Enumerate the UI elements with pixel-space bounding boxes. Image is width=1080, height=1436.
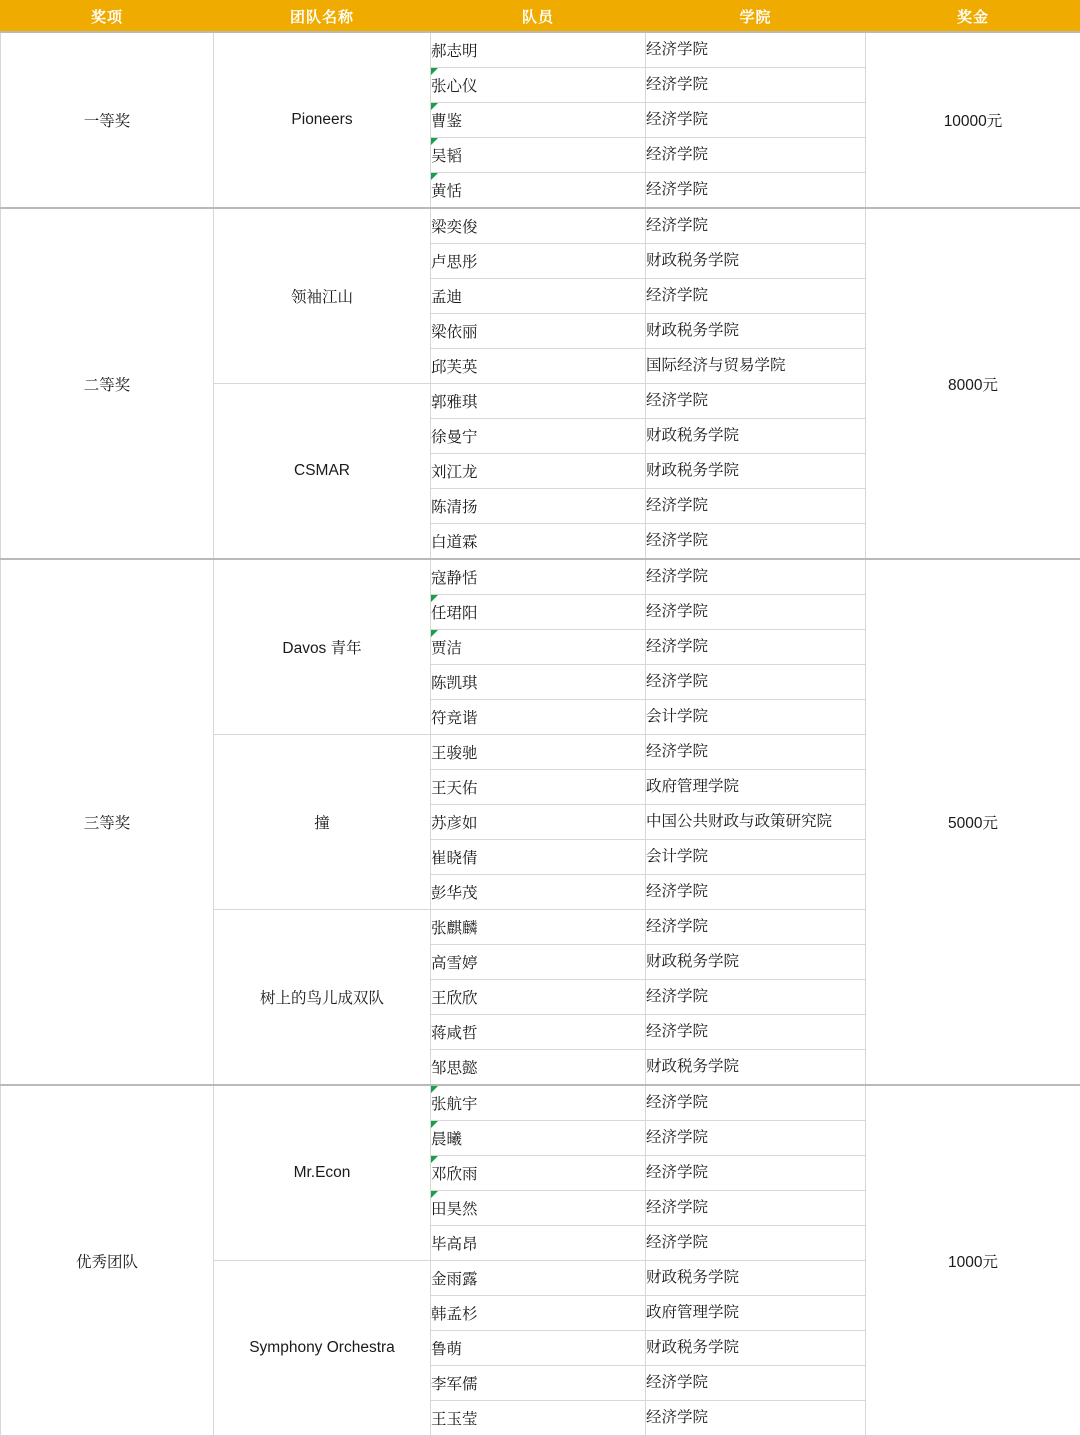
member-name-cell: 邓欣雨 bbox=[431, 1156, 646, 1191]
member-name-cell: 吴韬 bbox=[431, 138, 646, 173]
member-name-cell: 梁依丽 bbox=[431, 314, 646, 349]
college-name-cell: 经济学院 bbox=[646, 489, 866, 524]
member-name-cell: 孟迪 bbox=[431, 279, 646, 314]
college-name-cell: 经济学院 bbox=[646, 1401, 866, 1436]
college-name-cell: 会计学院 bbox=[646, 700, 866, 735]
college-name-cell: 经济学院 bbox=[646, 875, 866, 910]
column-header-award: 奖项 bbox=[1, 1, 214, 33]
team-name-cell: Pioneers bbox=[214, 32, 431, 208]
team-name-cell: Mr.Econ bbox=[214, 1085, 431, 1261]
college-name-cell: 经济学院 bbox=[646, 980, 866, 1015]
college-name-cell: 经济学院 bbox=[646, 384, 866, 419]
team-name-cell: 撞 bbox=[214, 735, 431, 910]
team-name-cell: CSMAR bbox=[214, 384, 431, 560]
college-name-cell: 政府管理学院 bbox=[646, 1296, 866, 1331]
table-header bbox=[1, 1, 1080, 33]
member-name-cell: 田昊然 bbox=[431, 1191, 646, 1226]
member-name-cell: 邱芙英 bbox=[431, 349, 646, 384]
college-name-cell: 经济学院 bbox=[646, 559, 866, 595]
award-name-cell: 优秀团队 bbox=[1, 1085, 214, 1436]
table-row bbox=[1, 1085, 1080, 1121]
college-name-cell: 经济学院 bbox=[646, 1191, 866, 1226]
member-name-cell: 晨曦 bbox=[431, 1121, 646, 1156]
member-name-cell: 苏彦如 bbox=[431, 805, 646, 840]
college-name-cell: 财政税务学院 bbox=[646, 945, 866, 980]
member-name-cell: 白道霖 bbox=[431, 524, 646, 560]
college-name-cell: 经济学院 bbox=[646, 138, 866, 173]
prize-amount-cell: 8000元 bbox=[866, 208, 1080, 559]
team-name-cell: Symphony Orchestra bbox=[214, 1261, 431, 1436]
table-header-row bbox=[1, 1, 1080, 33]
college-name-cell: 经济学院 bbox=[646, 1156, 866, 1191]
member-name-cell: 陈清扬 bbox=[431, 489, 646, 524]
college-name-cell: 财政税务学院 bbox=[646, 1050, 866, 1086]
column-header-prize: 奖金 bbox=[866, 1, 1080, 33]
college-name-cell: 经济学院 bbox=[646, 665, 866, 700]
award-name-cell: 一等奖 bbox=[1, 32, 214, 208]
member-name-cell: 崔晓倩 bbox=[431, 840, 646, 875]
college-name-cell: 经济学院 bbox=[646, 910, 866, 945]
member-name-cell: 王骏驰 bbox=[431, 735, 646, 770]
team-name-cell: 树上的鸟儿成双队 bbox=[214, 910, 431, 1086]
college-name-cell: 财政税务学院 bbox=[646, 1261, 866, 1296]
member-name-cell: 郝志明 bbox=[431, 32, 646, 68]
member-name-cell: 贾洁 bbox=[431, 630, 646, 665]
college-name-cell: 财政税务学院 bbox=[646, 1331, 866, 1366]
college-name-cell: 经济学院 bbox=[646, 208, 866, 244]
team-name-cell: Davos 青年 bbox=[214, 559, 431, 735]
college-name-cell: 经济学院 bbox=[646, 1015, 866, 1050]
table-row bbox=[1, 208, 1080, 244]
member-name-cell: 李军儒 bbox=[431, 1366, 646, 1401]
table-row bbox=[1, 32, 1080, 68]
college-name-cell: 财政税务学院 bbox=[646, 244, 866, 279]
college-name-cell: 经济学院 bbox=[646, 630, 866, 665]
college-name-cell: 财政税务学院 bbox=[646, 419, 866, 454]
award-name-cell: 三等奖 bbox=[1, 559, 214, 1085]
college-name-cell: 中国公共财政与政策研究院 bbox=[646, 805, 866, 840]
prize-amount-cell: 1000元 bbox=[866, 1085, 1080, 1436]
member-name-cell: 陈凯琪 bbox=[431, 665, 646, 700]
column-header-team: 团队名称 bbox=[214, 1, 431, 33]
member-name-cell: 毕高昂 bbox=[431, 1226, 646, 1261]
member-name-cell: 曹鉴 bbox=[431, 103, 646, 138]
college-name-cell: 经济学院 bbox=[646, 1121, 866, 1156]
college-name-cell: 经济学院 bbox=[646, 68, 866, 103]
member-name-cell: 高雪婷 bbox=[431, 945, 646, 980]
member-name-cell: 郭雅琪 bbox=[431, 384, 646, 419]
award-name-cell: 二等奖 bbox=[1, 208, 214, 559]
member-name-cell: 刘江龙 bbox=[431, 454, 646, 489]
column-header-member: 队员 bbox=[431, 1, 646, 33]
college-name-cell: 财政税务学院 bbox=[646, 314, 866, 349]
member-name-cell: 徐曼宁 bbox=[431, 419, 646, 454]
member-name-cell: 金雨露 bbox=[431, 1261, 646, 1296]
member-name-cell: 符竞谐 bbox=[431, 700, 646, 735]
college-name-cell: 经济学院 bbox=[646, 524, 866, 560]
member-name-cell: 任珺阳 bbox=[431, 595, 646, 630]
college-name-cell: 经济学院 bbox=[646, 1226, 866, 1261]
table-row bbox=[1, 559, 1080, 595]
member-name-cell: 鲁萌 bbox=[431, 1331, 646, 1366]
college-name-cell: 经济学院 bbox=[646, 595, 866, 630]
college-name-cell: 经济学院 bbox=[646, 1366, 866, 1401]
member-name-cell: 韩孟杉 bbox=[431, 1296, 646, 1331]
member-name-cell: 张航宇 bbox=[431, 1085, 646, 1121]
college-name-cell: 财政税务学院 bbox=[646, 454, 866, 489]
member-name-cell: 梁奕俊 bbox=[431, 208, 646, 244]
college-name-cell: 经济学院 bbox=[646, 103, 866, 138]
member-name-cell: 卢思彤 bbox=[431, 244, 646, 279]
member-name-cell: 张麒麟 bbox=[431, 910, 646, 945]
college-name-cell: 政府管理学院 bbox=[646, 770, 866, 805]
college-name-cell: 经济学院 bbox=[646, 735, 866, 770]
column-header-college: 学院 bbox=[646, 1, 866, 33]
college-name-cell: 经济学院 bbox=[646, 32, 866, 68]
member-name-cell: 张心仪 bbox=[431, 68, 646, 103]
college-name-cell: 会计学院 bbox=[646, 840, 866, 875]
college-name-cell: 国际经济与贸易学院 bbox=[646, 349, 866, 384]
prize-amount-cell: 5000元 bbox=[866, 559, 1080, 1085]
table-body bbox=[1, 32, 1080, 1436]
member-name-cell: 邹思懿 bbox=[431, 1050, 646, 1086]
college-name-cell: 经济学院 bbox=[646, 279, 866, 314]
member-name-cell: 王欣欣 bbox=[431, 980, 646, 1015]
college-name-cell: 经济学院 bbox=[646, 1085, 866, 1121]
college-name-cell: 经济学院 bbox=[646, 173, 866, 209]
member-name-cell: 黄恬 bbox=[431, 173, 646, 209]
member-name-cell: 王玉莹 bbox=[431, 1401, 646, 1436]
prize-amount-cell: 10000元 bbox=[866, 32, 1080, 208]
member-name-cell: 彭华茂 bbox=[431, 875, 646, 910]
team-name-cell: 领袖江山 bbox=[214, 208, 431, 384]
member-name-cell: 蒋咸哲 bbox=[431, 1015, 646, 1050]
member-name-cell: 寇静恬 bbox=[431, 559, 646, 595]
member-name-cell: 王天佑 bbox=[431, 770, 646, 805]
